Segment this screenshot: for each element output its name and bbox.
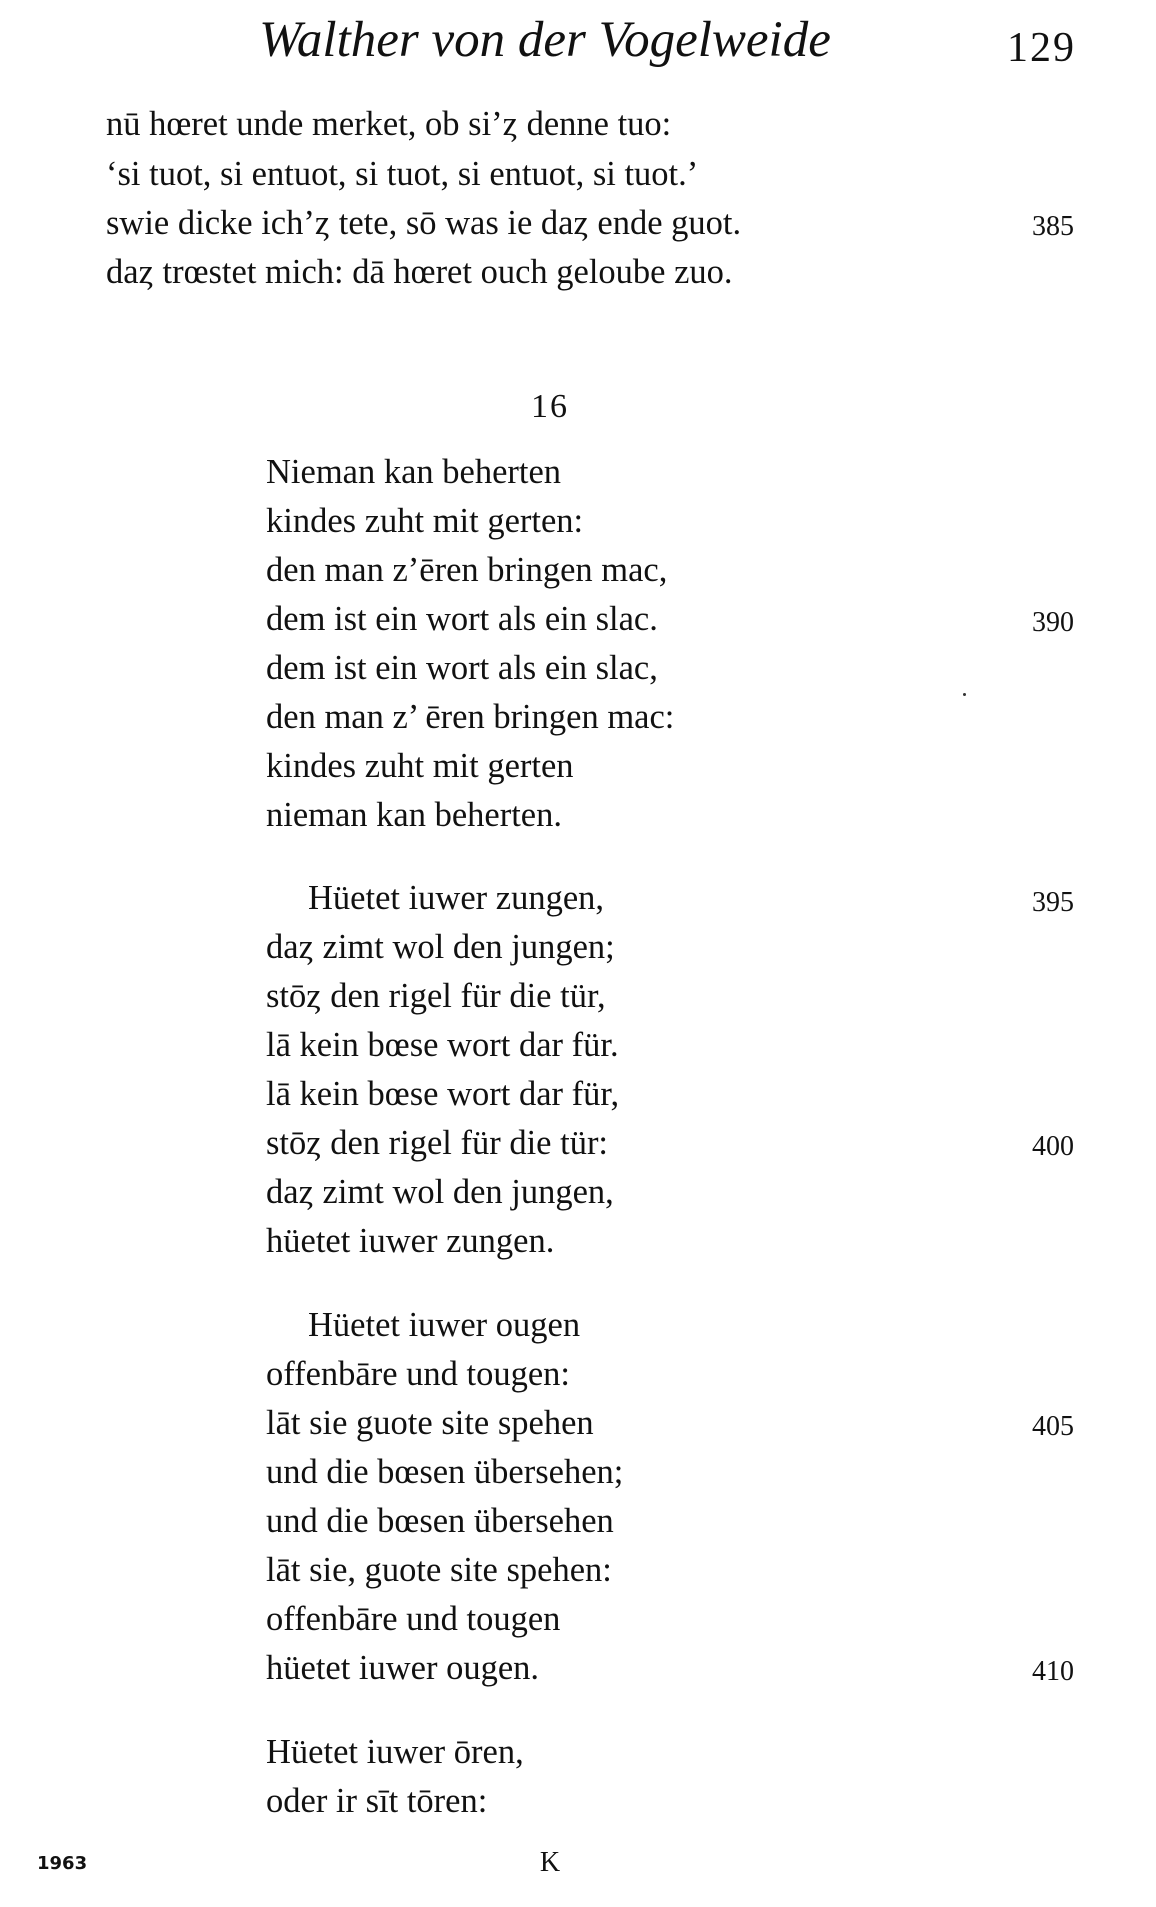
line-number: 410 [1032, 1656, 1074, 1687]
verse-line: daȥ zimt wol den jungen, [266, 1173, 614, 1211]
verse-line: oder ir sīt tōren: [266, 1782, 488, 1820]
page-number: 129 [1007, 25, 1076, 71]
verse-line: Hüetet iuwer ougen [308, 1306, 581, 1344]
verse-line: nū hœret unde merket, ob si’ȥ denne tuo: [106, 105, 672, 143]
verse-line: lā kein bœse wort dar für. [266, 1026, 619, 1064]
verse-line: hüetet iuwer zungen. [266, 1222, 555, 1260]
verse-line: stōȥ den rigel für die tür, [266, 977, 606, 1015]
verse-line: den man z’ēren bringen mac, [266, 551, 668, 589]
verse-line: Hüetet iuwer ōren, [266, 1733, 524, 1771]
poem-number: 16 [531, 388, 569, 425]
verse-line: dem ist ein wort als ein slac. [266, 600, 658, 638]
line-number: 385 [1032, 211, 1074, 242]
verse-line: lāt sie guote site spehen [266, 1404, 594, 1442]
verse-line: Hüetet iuwer zungen, [308, 879, 605, 917]
line-number: 400 [1032, 1131, 1074, 1162]
page-title: Walther von der Vogelweide [259, 12, 831, 68]
verse-line: dem ist ein wort als ein slac, [266, 649, 658, 687]
verse-line: swie dicke ich’ȥ tete, sō was ie daȥ ende guot. [106, 204, 742, 242]
line-number: 395 [1032, 887, 1074, 918]
verse-line: und die bœsen übersehen [266, 1502, 614, 1540]
verse-line: stōȥ den rigel für die tür: [266, 1124, 609, 1162]
verse-line: hüetet iuwer ougen. [266, 1649, 540, 1687]
line-number: 405 [1032, 1411, 1074, 1442]
verse-line: lāt sie, guote site spehen: [266, 1551, 612, 1589]
verse-line: den man z’ ēren bringen mac: [266, 698, 675, 736]
verse-line: kindes zuht mit gerten: [266, 502, 584, 540]
verse-line: kindes zuht mit gerten [266, 747, 574, 785]
verse-line: Nieman kan beherten [266, 453, 562, 491]
verse-line: nieman kan beherten. [266, 796, 562, 834]
printer-signature: 1963 [37, 1853, 88, 1874]
verse-line: daȥ zimt wol den jungen; [266, 928, 615, 966]
verse-line: ‘si tuot, si entuot, si tuot, si entuot, si tuot.’ [106, 155, 699, 193]
print-speck [963, 693, 966, 696]
gathering-mark: K [539, 1847, 561, 1878]
verse-line: offenbāre und tougen [266, 1600, 561, 1638]
verse-line: offenbāre und tougen: [266, 1355, 571, 1393]
verse-line: und die bœsen übersehen; [266, 1453, 624, 1491]
line-number: 390 [1032, 607, 1074, 638]
verse-line: lā kein bœse wort dar für, [266, 1075, 620, 1113]
verse-line: daȥ trœstet mich: dā hœret ouch geloube zuo. [106, 253, 733, 291]
